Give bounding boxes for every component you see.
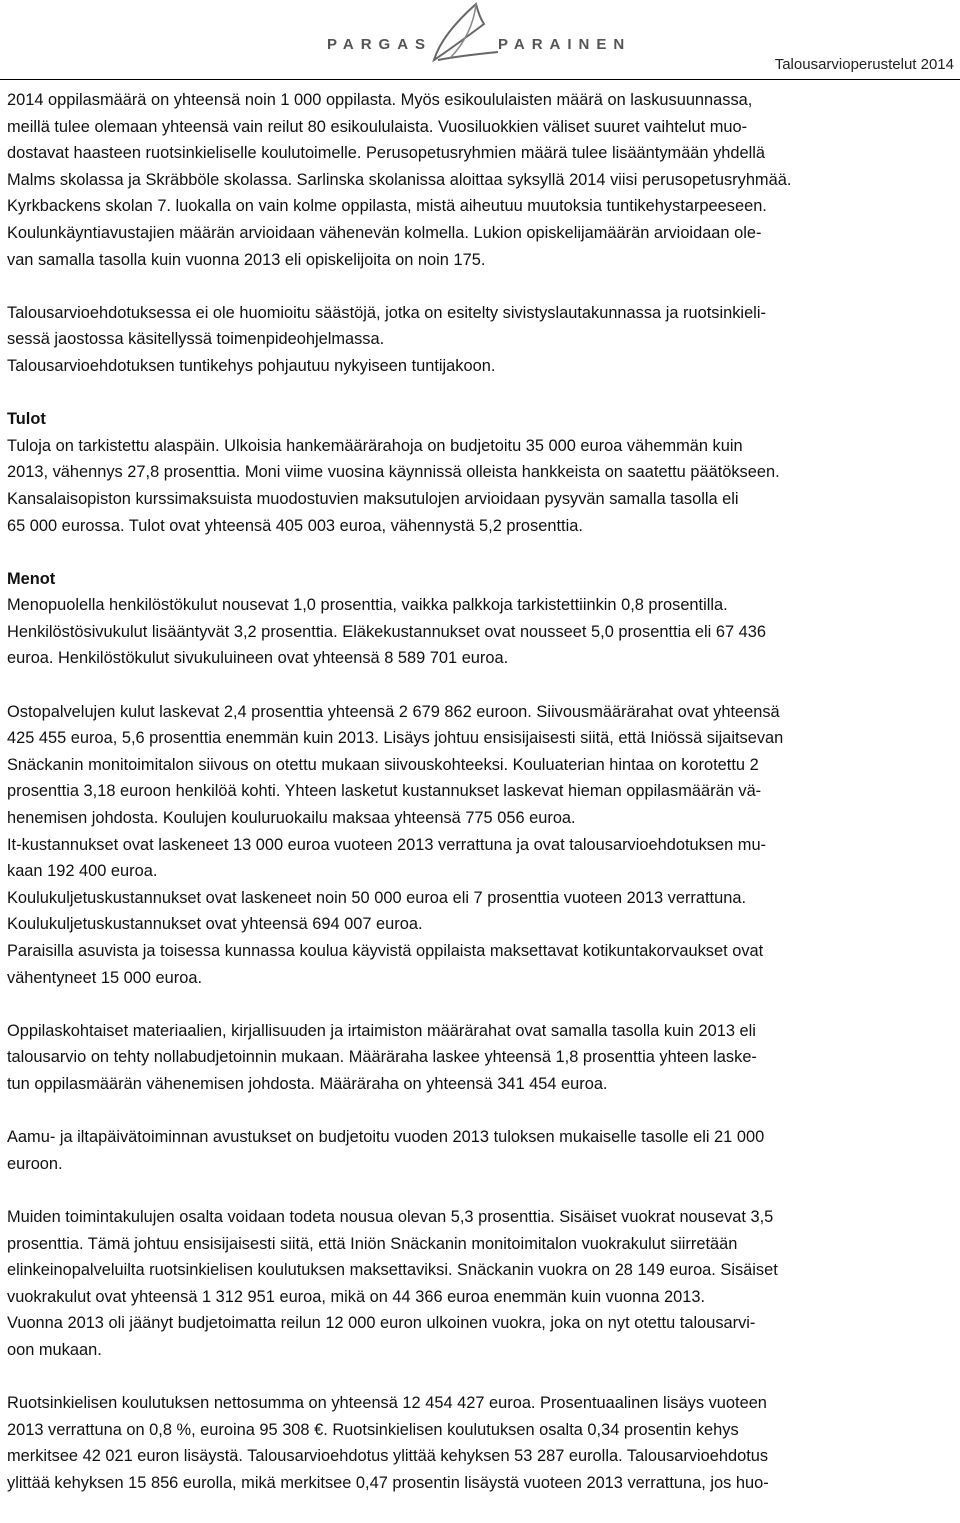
- text-line: henemisen johdosta. Koulujen kouluruokailu maksaa yhteensä 775 056 euroa.: [7, 809, 576, 828]
- text-line: kaan 192 400 euroa.: [7, 862, 158, 881]
- text-line: talousarvio on tehty nollabudjetoinnin mukaan. Määräraha laskee yhteensä 1,8 prosenttia yhteen laske-: [7, 1048, 757, 1067]
- paragraph: [7, 406, 955, 539]
- paragraph: [7, 566, 955, 672]
- text-line: elinkeinopalveluilta ruotsinkielisen koulutuksen maksettaviksi. Snäckanin vuokra on 28 149 euroa. Sisäiset: [7, 1261, 778, 1280]
- paragraph: [7, 1124, 955, 1177]
- text-line: euroon.: [7, 1154, 63, 1173]
- sail-logo-icon: [428, 2, 500, 64]
- text-line: ylittää kehyksen 15 856 eurolla, mikä merkitsee 0,47 prosentin lisäystä vuoteen 2013 verrattuna, jos huo-: [7, 1473, 769, 1492]
- text-line: merkitsee 42 021 euron lisäystä. Talousarvioehdotus ylittää kehyksen 53 287 eurolla. Talousarvioehdotus: [7, 1447, 769, 1466]
- text-line: vuokrakulut ovat yhteensä 1 312 951 euroa, mikä on 44 366 euroa enemmän kuin vuonna 2013.: [7, 1287, 705, 1306]
- page-header: [0, 0, 960, 82]
- text-line: Tuloja on tarkistettu alaspäin. Ulkoisia hankemäärärahoja on budjetoitu 35 000 euroa vähemmän kuin: [7, 436, 743, 455]
- logo-text-pargas: PARGAS: [327, 36, 433, 53]
- text-line: prosenttia. Tämä johtuu ensisijaisesti siitä, että Iniön Snäckanin monitoimitalon vuokrakulut siirretään: [7, 1234, 738, 1253]
- text-line: Henkilöstösivukulut lisääntyvät 3,2 prosenttia. Eläkekustannukset ovat nousseet 5,0 prosenttia eli 67 436: [7, 622, 766, 641]
- text-line: Ruotsinkielisen koulutuksen nettosumma on yhteensä 12 454 427 euroa. Prosentuaalinen lisäys vuoteen: [7, 1394, 767, 1413]
- text-line: prosenttia 3,18 euroon henkilöä kohti. Yhteen lasketut kustannukset laskevat hieman oppilasmäärän vä-: [7, 782, 762, 801]
- paragraph: [7, 1390, 955, 1496]
- text-line: Koulunkäyntiavustajien määrän arvioidaan vähenevän kolmella. Lukion opiskelijamäärän arvioidaan ole-: [7, 223, 762, 242]
- text-line: Kyrkbackens skolan 7. luokalla on vain kolme oppilasta, mistä aiheutuu muutoksia tuntikehystarpeeseen.: [7, 197, 767, 216]
- paragraph: [7, 87, 955, 273]
- text-line: Menopuolella henkilöstökulut nousevat 1,0 prosenttia, vaikka palkkoja tarkistettiinkin 0,8 prosentilla.: [7, 596, 728, 615]
- paragraph: [7, 1204, 955, 1364]
- text-line: vähentyneet 15 000 euroa.: [7, 968, 203, 987]
- text-line: van samalla tasolla kuin vuonna 2013 eli opiskelijoita on noin 175.: [7, 250, 486, 269]
- document-body: [7, 87, 955, 1523]
- text-line: sessä jaostossa käsitellyssä toimenpideohjelmassa.: [7, 330, 385, 349]
- text-line: Snäckanin monitoimitalon siivous on otettu mukaan siivouskohteeksi. Kouluaterian hintaa on korotettu 2: [7, 755, 759, 774]
- section-heading: Menot: [7, 569, 56, 588]
- text-line: Ostopalvelujen kulut laskevat 2,4 prosenttia yhteensä 2 679 862 euroon. Siivousmäärärahat ovat yhteensä: [7, 702, 780, 721]
- text-line: Aamu- ja iltapäivätoiminnan avustukset on budjetoitu vuoden 2013 tuloksen mukaiselle tasolle eli 21 000: [7, 1128, 765, 1147]
- text-line: Koulukuljetuskustannukset ovat laskeneet noin 50 000 euroa eli 7 prosenttia vuoteen 2013 verrattuna.: [7, 888, 746, 907]
- text-line: 2013, vähennys 27,8 prosenttia. Moni viime vuosina käynnissä olleista hankkeista on saatettu päätökseen.: [7, 463, 780, 482]
- text-line: dostavat haasteen ruotsinkieliselle koulutoimelle. Perusopetusryhmien määrä tulee lisääntymään yhdellä: [7, 144, 766, 163]
- text-line: Malms skolassa ja Skräbböle skolassa. Sarlinska skolanissa aloittaa syksyllä 2014 viisi perusopetusryhmää.: [7, 170, 792, 189]
- text-line: Oppilaskohtaiset materiaalien, kirjallisuuden ja irtaimiston määrärahat ovat samalla tasolla kuin 2013 eli: [7, 1021, 756, 1040]
- header-divider: [0, 79, 960, 80]
- text-line: Paraisilla asuvista ja toisessa kunnassa koulua käyvistä oppilaista maksettavat kotikuntakorvaukset ovat: [7, 942, 764, 960]
- text-line: 2014 oppilasmäärä on yhteensä noin 1 000 oppilasta. Myös esikoululaisten määrä on laskusuunnassa,: [7, 91, 753, 109]
- section-heading: Tulot: [7, 410, 46, 429]
- document-title: Talousarvioperustelut 2014: [774, 56, 954, 73]
- text-line: 425 455 euroa, 5,6 prosenttia enemmän kuin 2013. Lisäys johtuu ensisijaisesti siitä, että Iniössä sijaitsevan: [7, 729, 784, 748]
- text-line: Koulukuljetuskustannukset ovat yhteensä 694 007 euroa.: [7, 915, 423, 934]
- text-line: Kansalaisopiston kurssimaksuista muodostuvien maksutulojen arvioidaan pysyvän samalla tasolla eli: [7, 489, 739, 508]
- text-line: Talousarvioehdotuksessa ei ole huomioitu säästöjä, jotka on esitelty sivistyslautakunnassa ja ruotsinkieli-: [7, 303, 766, 322]
- logo-text-parainen: PARAINEN: [498, 36, 632, 53]
- text-line: meillä tulee olemaan yhteensä vain reilut 80 esikoululaista. Vuosiluokkien väliset suuret vaihtelut muo-: [7, 117, 748, 136]
- text-line: It-kustannukset ovat laskeneet 13 000 euroa vuoteen 2013 verrattuna ja ovat talousarvioehdotuksen mu-: [7, 835, 767, 854]
- text-line: tun oppilasmäärän vähenemisen johdosta. Määräraha on yhteensä 341 454 euroa.: [7, 1074, 608, 1093]
- text-line: 65 000 eurossa. Tulot ovat yhteensä 405 003 euroa, vähennystä 5,2 prosenttia.: [7, 516, 583, 535]
- text-line: euroa. Henkilöstökulut sivukuluineen ovat yhteensä 8 589 701 euroa.: [7, 649, 509, 668]
- text-line: Vuonna 2013 oli jäänyt budjetoimatta reilun 12 000 euron ulkoinen vuokra, joka on nyt otettu talousarvi-: [7, 1314, 756, 1333]
- text-line: oon mukaan.: [7, 1340, 102, 1359]
- text-line: Talousarvioehdotuksen tuntikehys pohjautuu nykyiseen tuntijakoon.: [7, 356, 496, 375]
- paragraph: [7, 699, 955, 992]
- paragraph: [7, 1018, 955, 1098]
- text-line: 2013 verrattuna on 0,8 %, euroina 95 308 €. Ruotsinkielisen koulutuksen osalta 0,34 prosentin kehys: [7, 1420, 739, 1439]
- paragraph: [7, 300, 955, 380]
- text-line: Muiden toimintakulujen osalta voidaan todeta nousua olevan 5,3 prosenttia. Sisäiset vuokrat nousevat 3,5: [7, 1207, 774, 1226]
